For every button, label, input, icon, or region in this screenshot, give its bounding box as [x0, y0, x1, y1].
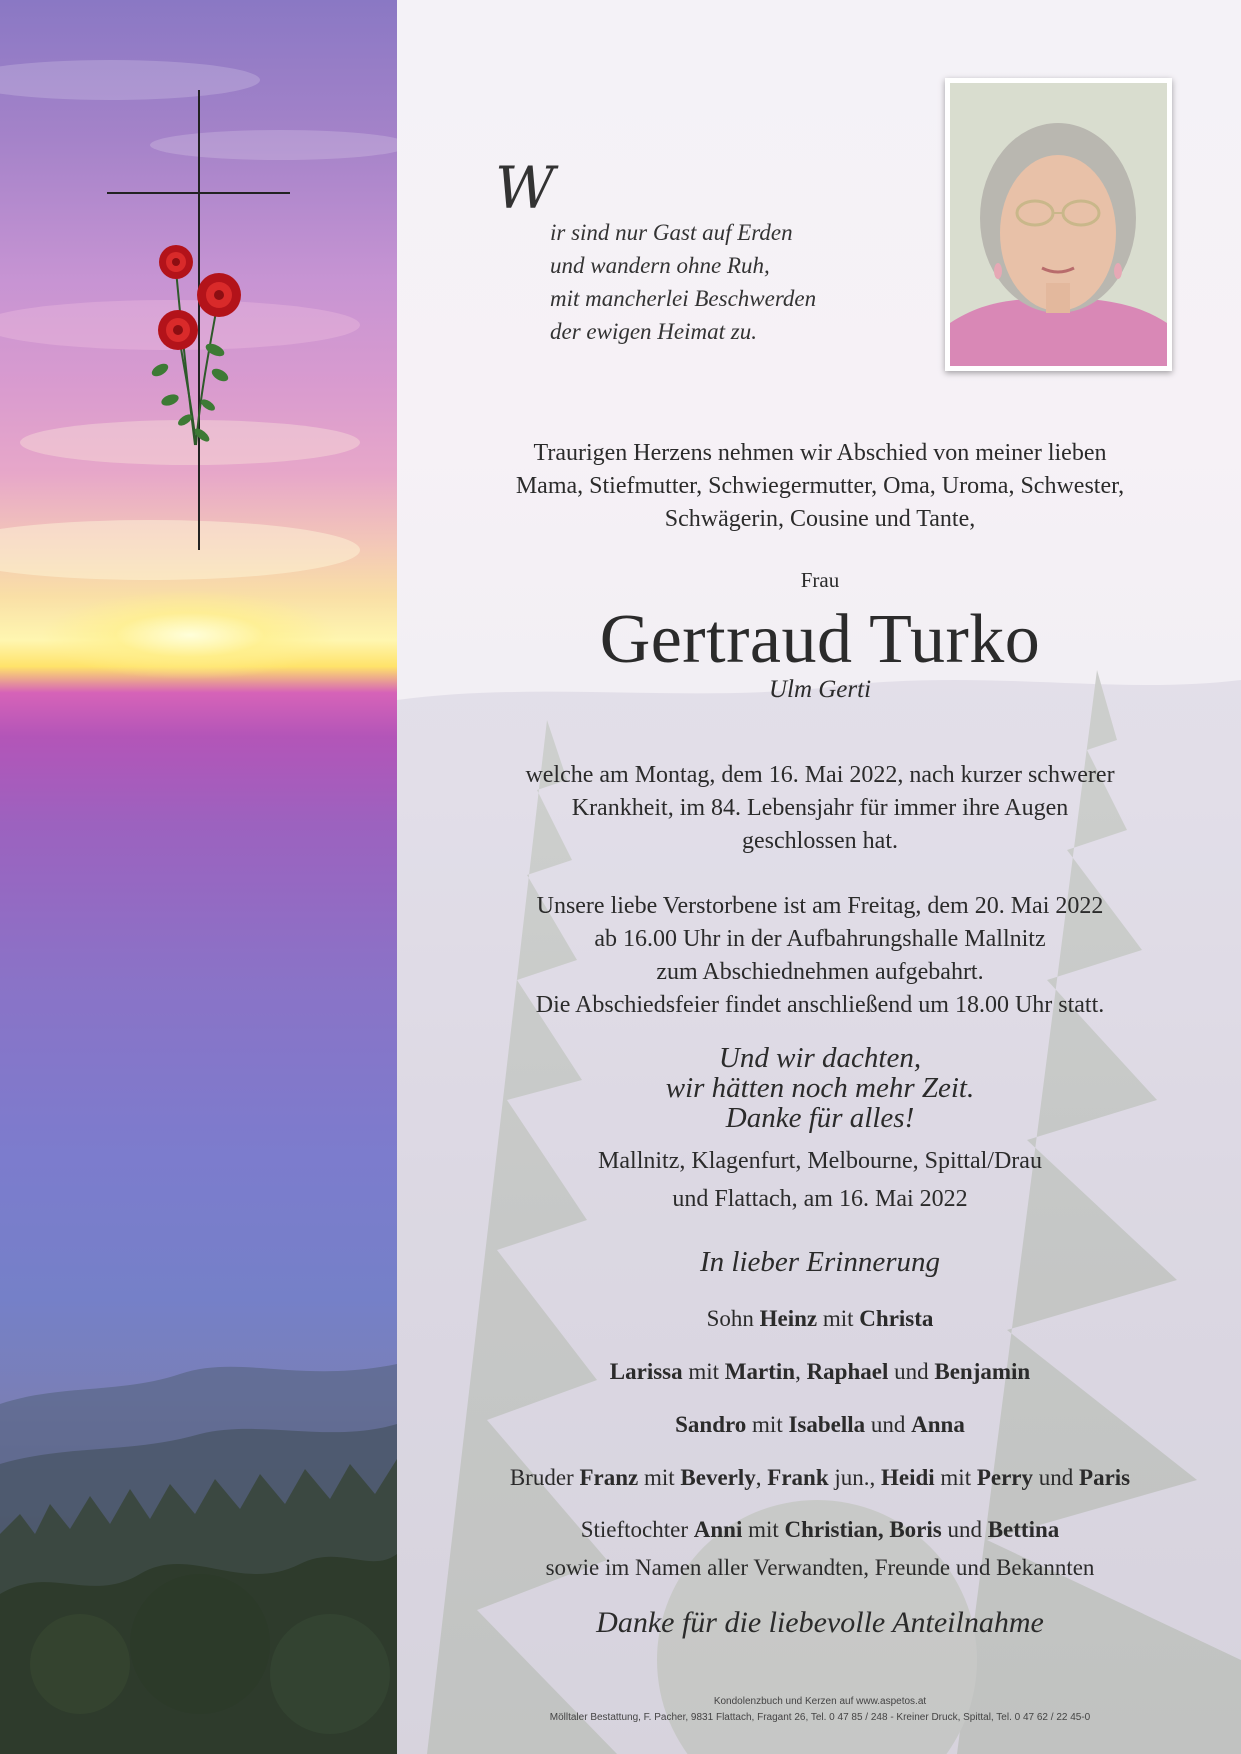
quote	[460, 1043, 1180, 1133]
family-row: Sandro mit Isabella und Anna	[675, 1412, 965, 1437]
poem-line: und wandern ohne Ruh,	[550, 253, 770, 278]
deceased-name: Gertraud Turko	[599, 601, 1041, 678]
place-date	[460, 1142, 1180, 1218]
thanks-line: Danke für die liebevolle Anteilnahme	[596, 1606, 1044, 1639]
family-closing: sowie im Namen aller Verwandten, Freunde und Bekannten	[545, 1555, 1095, 1580]
quote-line: wir hätten noch mehr Zeit.	[665, 1072, 975, 1104]
footer-line: Mölltaler Bestattung, F. Pacher, 9831 Flattach, Fragant 26, Tel. 0 47 85 / 248 - Kreiner Druck, Spittal, Tel. 0 47 62 / 22 45-0	[549, 1712, 1091, 1723]
portrait-photo	[945, 78, 1172, 371]
family-row: Larissa mit Martin, Raphael und Benjamin	[609, 1359, 1031, 1384]
intro-line: Mama, Stiefmutter, Schwiegermutter, Oma, Uroma, Schwester,	[515, 473, 1125, 499]
ceremony-line: zum Abschiednehmen aufgebahrt.	[656, 959, 984, 985]
death-line: Krankheit, im 84. Lebensjahr für immer ihre Augen	[571, 795, 1069, 821]
intro-line: Schwägerin, Cousine und Tante,	[664, 506, 976, 532]
intro-text	[460, 437, 1180, 536]
poem-line: der ewigen Heimat zu.	[550, 319, 757, 344]
roses-icon	[140, 235, 250, 455]
family-row: Stieftochter Anni mit Christian, Boris und Bettina	[580, 1517, 1060, 1542]
footer-line: Kondolenzbuch und Kerzen auf www.aspetos.at	[713, 1696, 927, 1707]
death-line: welche am Montag, dem 16. Mai 2022, nach kurzer schwerer	[525, 762, 1115, 788]
memory-heading: In lieber Erinnerung	[699, 1246, 940, 1278]
ceremony-line: Unsere liebe Verstorbene ist am Freitag, dem 20. Mai 2022	[536, 893, 1104, 919]
poem	[495, 154, 895, 348]
poem-line: ir sind nur Gast auf Erden	[550, 220, 793, 245]
cross-bar	[107, 192, 290, 194]
quote-line: Danke für alles!	[725, 1102, 915, 1134]
poem-line: mit mancherlei Beschwerden	[550, 286, 817, 311]
family-row: Bruder Franz mit Beverly, Frank jun., Heidi mit Perry und Paris	[509, 1465, 1131, 1490]
ceremony-line: ab 16.00 Uhr in der Aufbahrungshalle Mallnitz	[594, 926, 1046, 952]
nickname: Ulm Gerti	[768, 676, 872, 703]
poem-initial: W	[495, 154, 555, 222]
footer	[460, 1694, 1180, 1726]
ceremony-line: Die Abschiedsfeier findet anschließend um 18.00 Uhr statt.	[535, 992, 1105, 1018]
salutation: Frau	[800, 568, 840, 592]
intro-line: Traurigen Herzens nehmen wir Abschied von meiner lieben	[533, 440, 1107, 466]
quote-line: Und wir dachten,	[718, 1042, 922, 1074]
place-line: Mallnitz, Klagenfurt, Melbourne, Spittal/Drau	[598, 1148, 1042, 1174]
family-row: Sohn Heinz mit Christa	[706, 1306, 934, 1331]
death-line: geschlossen hat.	[742, 828, 898, 854]
death-notice	[460, 759, 1180, 858]
family-list	[440, 1299, 1200, 1587]
place-line: und Flattach, am 16. Mai 2022	[672, 1186, 968, 1212]
ceremony-info	[460, 890, 1180, 1022]
